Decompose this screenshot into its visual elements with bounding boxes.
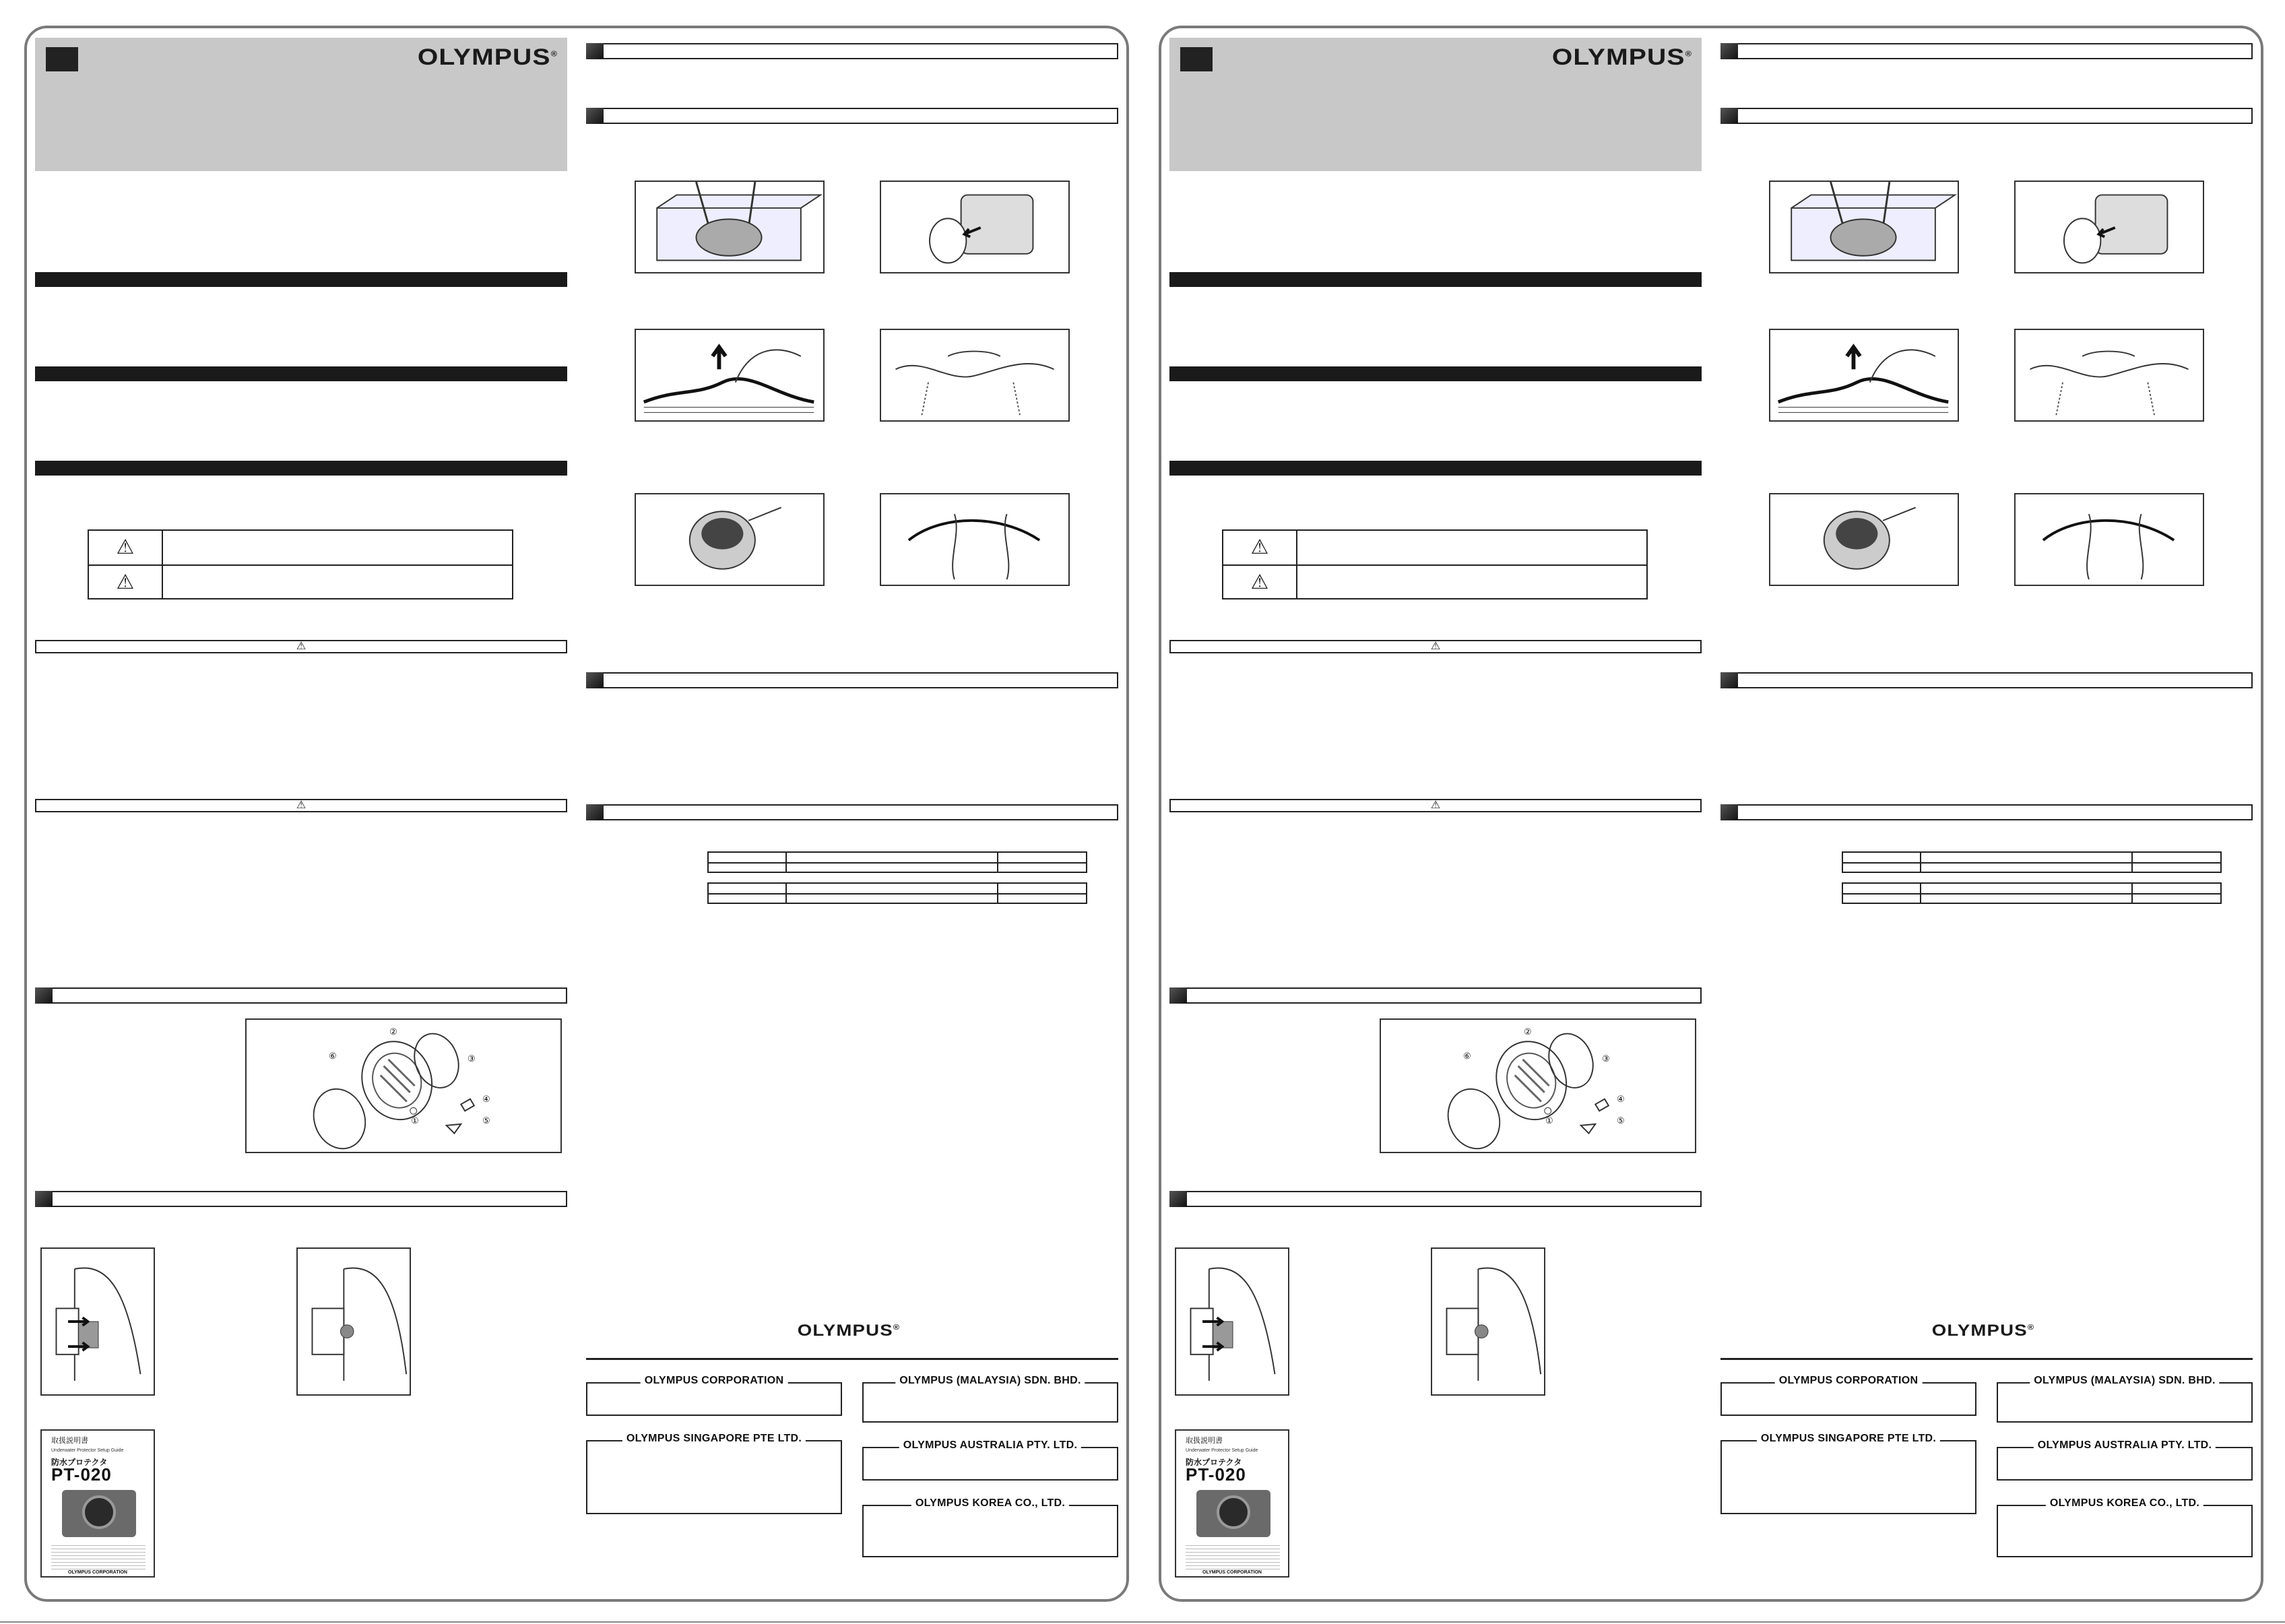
- section-bar-maintenance: [586, 43, 1118, 59]
- callout-5: ⑤: [1617, 1115, 1625, 1126]
- cover-corporation: OLYMPUS CORPORATION: [1202, 1570, 1262, 1575]
- parts-diagram: [1380, 1018, 1696, 1153]
- callout-5: ⑤: [482, 1115, 490, 1126]
- office-box-korea: OLYMPUS KOREA CO., LTD.: [862, 1505, 1118, 1557]
- cover-title: 取扱説明書: [1186, 1437, 1223, 1445]
- section-bar-storage: [586, 672, 1118, 688]
- rinse-figure: [635, 181, 825, 273]
- callout-6: ⑥: [1463, 1051, 1471, 1061]
- fit-o-ring-figure: [880, 493, 1070, 586]
- cover-title: 取扱説明書: [51, 1437, 88, 1445]
- caution-heading-bar: [35, 799, 567, 812]
- warning-triangle-icon: ⚠: [116, 571, 135, 593]
- grease-o-ring-figure: [635, 493, 825, 586]
- cover-corporation: OLYMPUS CORPORATION: [68, 1570, 127, 1575]
- callout-3: ③: [468, 1053, 476, 1064]
- attach-figure-1: [1175, 1247, 1289, 1396]
- spec-table-2: [707, 882, 1087, 904]
- safety-symbol-table: [1222, 529, 1648, 599]
- caution-heading-bar: [1169, 799, 1702, 812]
- section-bar-specifications: [586, 804, 1118, 820]
- title-header: [1169, 38, 1702, 171]
- callout-2: ②: [389, 1027, 397, 1037]
- office-box-corporation: OLYMPUS CORPORATION: [586, 1382, 842, 1416]
- warning-triangle-icon: ⚠: [1250, 571, 1269, 593]
- section-heading-bar: [35, 461, 567, 476]
- olympus-logo: OLYMPUS®: [1551, 44, 1692, 70]
- footer-rule: [1720, 1358, 2253, 1360]
- attach-figure-2: [296, 1247, 411, 1396]
- danger-row: [89, 531, 512, 564]
- cover-model: PT-020: [1186, 1464, 1246, 1485]
- lens-port-figure: [2014, 181, 2204, 273]
- section-bar-o-ring: [586, 108, 1118, 124]
- cover-product: 防水プロテクタ: [51, 1458, 108, 1467]
- footer-olympus-logo: OLYMPUS®: [1931, 1322, 2035, 1340]
- attach-figure-1: [40, 1247, 155, 1396]
- section-bar-attaching: [1169, 1191, 1702, 1207]
- trim-line: [0, 1621, 2285, 1623]
- section-bar-o-ring: [1720, 108, 2253, 124]
- section-heading-bar: [35, 272, 567, 287]
- grease-o-ring-figure: [1769, 493, 1959, 586]
- section-bar-storage: [1720, 672, 2253, 688]
- section-heading-bar: [1169, 272, 1702, 287]
- callout-4: ④: [1617, 1094, 1625, 1104]
- camera-photo: [62, 1490, 136, 1537]
- section-heading-bar: [1169, 366, 1702, 381]
- office-box-malaysia: OLYMPUS (MALAYSIA) SDN. BHD.: [1997, 1382, 2253, 1423]
- section-heading-bar: [1169, 461, 1702, 476]
- cover-subtitle: Underwater Protector Setup Guide: [51, 1448, 124, 1453]
- office-box-singapore: OLYMPUS SINGAPORE PTE LTD.: [1720, 1440, 1976, 1514]
- office-box-malaysia: OLYMPUS (MALAYSIA) SDN. BHD.: [862, 1382, 1118, 1423]
- camera-photo: [1196, 1490, 1270, 1537]
- warning-row: [89, 564, 512, 599]
- language-tab-block: [1180, 47, 1213, 71]
- office-box-korea: OLYMPUS KOREA CO., LTD.: [1997, 1505, 2253, 1557]
- office-box-australia: OLYMPUS AUSTRALIA PTY. LTD.: [862, 1447, 1118, 1481]
- manual-page-2: [1159, 26, 2263, 1602]
- warning-triangle-icon: ⚠: [296, 641, 307, 652]
- section-heading-bar: [35, 366, 567, 381]
- warning-triangle-icon: ⚠: [116, 536, 135, 558]
- manual-page-1: [24, 26, 1129, 1602]
- cover-model: PT-020: [51, 1464, 112, 1485]
- warning-triangle-icon: ⚠: [1430, 641, 1441, 652]
- warning-triangle-icon: ⚠: [1430, 800, 1441, 811]
- section-bar-attaching: [35, 1191, 567, 1207]
- callout-3: ③: [1602, 1053, 1610, 1064]
- inspect-o-ring-figure: [2014, 329, 2204, 422]
- safety-symbol-table: [88, 529, 513, 599]
- rinse-figure: [1769, 181, 1959, 273]
- language-tab-block: [46, 47, 78, 71]
- cover-product: 防水プロテクタ: [1186, 1458, 1242, 1467]
- arrow-icon: [713, 347, 726, 369]
- spec-table-2: [1842, 882, 2222, 904]
- remove-o-ring-figure: [1769, 329, 1959, 422]
- section-bar-part-names: [1169, 987, 1702, 1004]
- warning-triangle-icon: ⚠: [296, 800, 307, 811]
- footer-rule: [586, 1358, 1118, 1360]
- attach-figure-2: [1431, 1247, 1545, 1396]
- danger-row: [1223, 531, 1646, 564]
- callout-4: ④: [482, 1094, 490, 1104]
- cover-notes: [1186, 1542, 1280, 1569]
- office-box-singapore: OLYMPUS SINGAPORE PTE LTD.: [586, 1440, 842, 1514]
- olympus-logo: OLYMPUS®: [417, 44, 558, 70]
- callout-2: ②: [1524, 1027, 1532, 1037]
- office-box-australia: OLYMPUS AUSTRALIA PTY. LTD.: [1997, 1447, 2253, 1481]
- manual-cover-thumbnail: [40, 1429, 155, 1578]
- danger-heading-bar: [1169, 640, 1702, 653]
- callout-1: ①: [1545, 1115, 1553, 1126]
- arrow-icon: [1847, 347, 1860, 369]
- fit-o-ring-figure: [2014, 493, 2204, 586]
- office-box-corporation: OLYMPUS CORPORATION: [1720, 1382, 1976, 1416]
- spec-table-1: [707, 851, 1087, 873]
- warning-row: [1223, 564, 1646, 599]
- spec-table-1: [1842, 851, 2222, 873]
- warning-triangle-icon: ⚠: [1250, 536, 1269, 558]
- lens-port-figure: [880, 181, 1070, 273]
- manual-cover-thumbnail: [1175, 1429, 1289, 1578]
- callout-1: ①: [411, 1115, 419, 1126]
- inspect-o-ring-figure: [880, 329, 1070, 422]
- remove-o-ring-figure: [635, 329, 825, 422]
- callout-6: ⑥: [329, 1051, 337, 1061]
- section-bar-part-names: [35, 987, 567, 1004]
- cover-notes: [51, 1542, 146, 1569]
- footer-olympus-logo: OLYMPUS®: [797, 1322, 901, 1340]
- section-bar-specifications: [1720, 804, 2253, 820]
- cover-subtitle: Underwater Protector Setup Guide: [1186, 1448, 1258, 1453]
- danger-heading-bar: [35, 640, 567, 653]
- section-bar-maintenance: [1720, 43, 2253, 59]
- parts-diagram: [245, 1018, 562, 1153]
- title-header: [35, 38, 567, 171]
